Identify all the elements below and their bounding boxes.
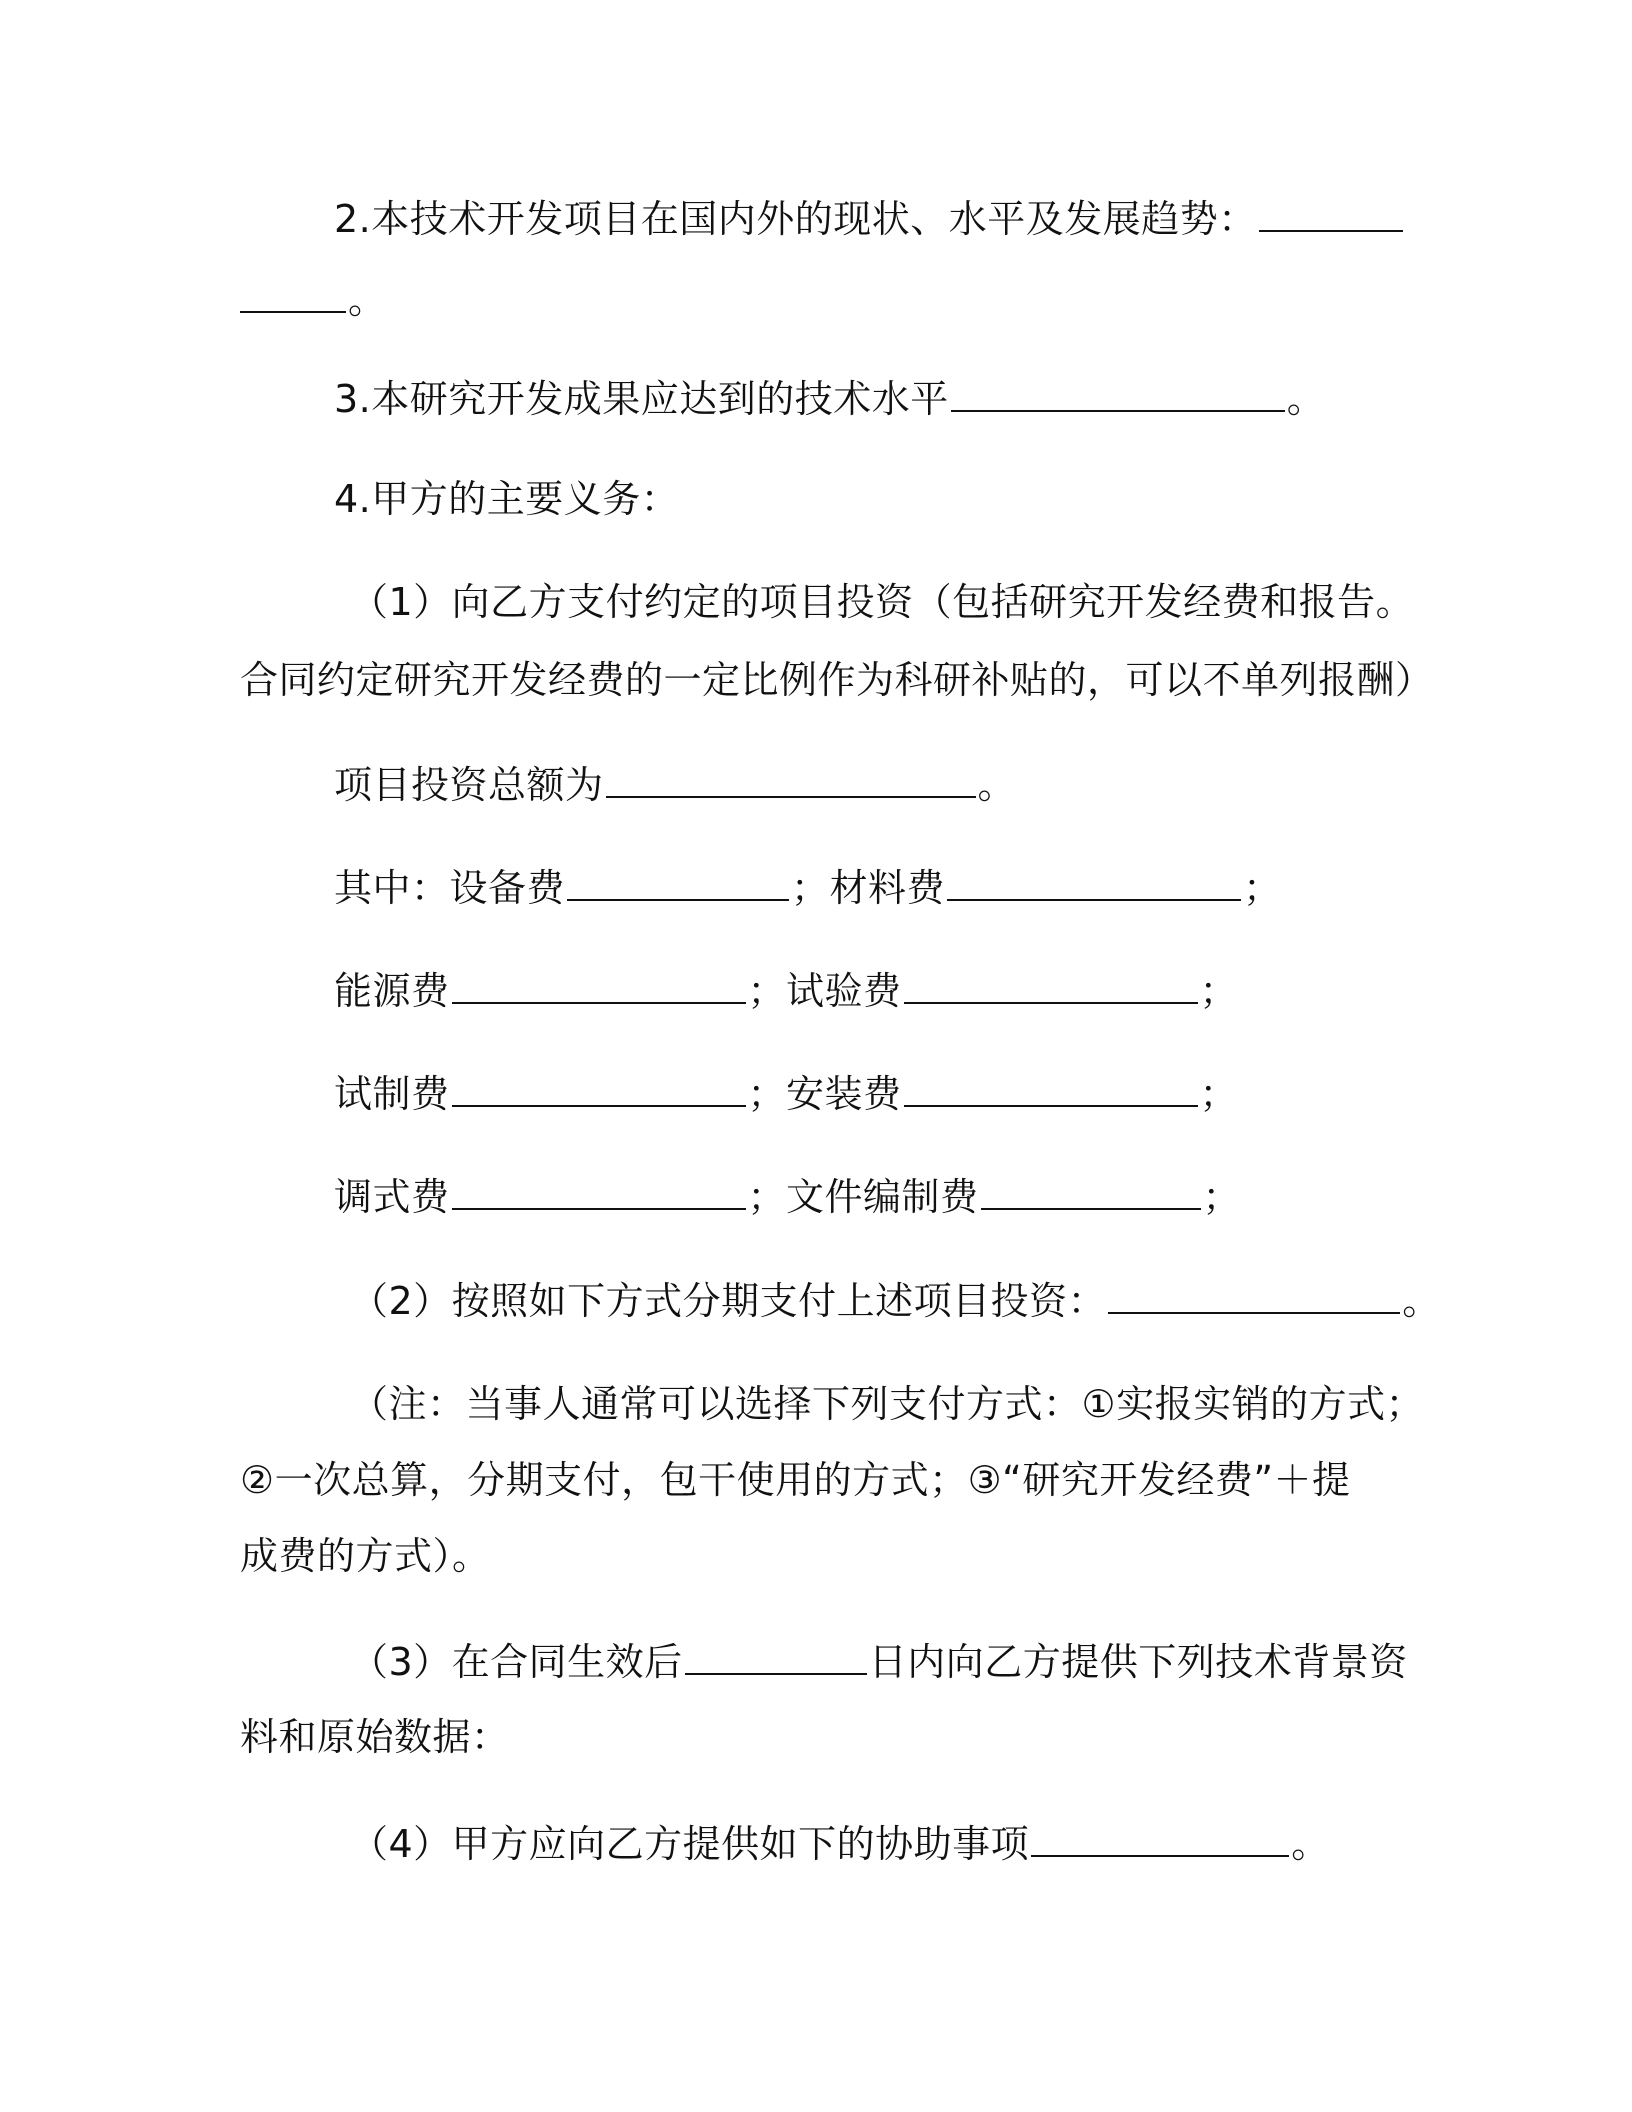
- sub-4-text: （4）甲方应向乙方提供如下的协助事项: [350, 1822, 1030, 1866]
- sub-1-text-1: （1）向乙方支付约定的项目投资（包括研究开发经费和报告。: [350, 580, 1415, 624]
- item-2-end: 。: [348, 278, 387, 322]
- note-line-2: [240, 1456, 1351, 1504]
- energy-fee-field[interactable]: [452, 966, 746, 1004]
- item-2-line-1: [334, 194, 1405, 243]
- sub-3-before: （3）在合同生效后: [350, 1640, 683, 1684]
- sub-3-line-2: [240, 1713, 510, 1761]
- equipment-fee-field[interactable]: [567, 863, 789, 901]
- item-3-text: 3.本研究开发成果应达到的技术水平: [334, 377, 949, 421]
- item-2-blank-field[interactable]: [1259, 194, 1403, 232]
- fees-row-1: [334, 863, 1282, 912]
- item-4-text: 4.甲方的主要义务：: [334, 477, 680, 521]
- total-blank-field[interactable]: [606, 760, 976, 798]
- total-end: 。: [977, 763, 1017, 807]
- sub-2-end: 。: [1402, 1279, 1441, 1323]
- documentation-fee-field[interactable]: [981, 1172, 1201, 1210]
- fees-row-4: [334, 1172, 1241, 1221]
- materials-fee-field[interactable]: [947, 863, 1241, 901]
- item-2-line-2: [240, 275, 387, 324]
- installation-fee-field[interactable]: [904, 1069, 1198, 1107]
- testing-fee-label: 试验费: [786, 969, 902, 1013]
- separator: ；: [747, 969, 787, 1013]
- note-line-1: [350, 1380, 1424, 1428]
- equipment-fee-label: 设备费: [449, 866, 566, 910]
- item-3-line: [334, 374, 1325, 423]
- documentation-fee-label: 文件编制费: [786, 1175, 979, 1219]
- installation-fee-label: 安装费: [786, 1072, 902, 1116]
- separator: ；: [1199, 1072, 1239, 1116]
- sub-4-blank-field[interactable]: [1031, 1819, 1289, 1857]
- separator: ；: [747, 1175, 787, 1219]
- total-line: [334, 760, 1016, 809]
- total-label: 项目投资总额为: [334, 763, 604, 807]
- item-2-text: 2.本技术开发项目在国内外的现状、水平及发展趋势：: [334, 197, 1257, 241]
- debugging-fee-label: 调式费: [334, 1175, 450, 1219]
- sub-1-line-2: [240, 656, 1434, 704]
- debugging-fee-field[interactable]: [452, 1172, 746, 1210]
- sub-2-line: [350, 1276, 1441, 1325]
- sub-2-text: （2）按照如下方式分期支付上述项目投资：: [350, 1279, 1107, 1323]
- item-3-blank-field[interactable]: [951, 374, 1285, 412]
- note-text-2: ②一次总算，分期支付，包干使用的方式；③“研究开发经费”＋提: [240, 1458, 1351, 1502]
- fees-row-2: [334, 966, 1238, 1015]
- sub-1-text-2: 合同约定研究开发经费的一定比例作为科研补贴的，可以不单列报酬）: [240, 658, 1434, 702]
- item-3-end: 。: [1286, 377, 1326, 421]
- note-text-3: 成费的方式）。: [240, 1534, 491, 1578]
- trial-production-fee-field[interactable]: [452, 1069, 746, 1107]
- sub-2-blank-field[interactable]: [1108, 1276, 1400, 1314]
- sub-3-line-1: [350, 1637, 1408, 1686]
- separator: ；: [1243, 866, 1282, 910]
- sub-4-line: [350, 1819, 1330, 1868]
- item-2-blank-field-continued[interactable]: [240, 275, 346, 313]
- sub-3-text-2: 料和原始数据：: [240, 1715, 510, 1759]
- fees-row-3: [334, 1069, 1238, 1118]
- energy-fee-label: 能源费: [334, 969, 450, 1013]
- note-line-3: [240, 1532, 491, 1580]
- separator: ；: [1202, 1175, 1242, 1219]
- sub-1-line-1: [350, 578, 1414, 626]
- sub-3-days-field[interactable]: [685, 1637, 867, 1675]
- sub-3-after: 日内向乙方提供下列技术背景资: [868, 1640, 1408, 1684]
- note-text-1: （注：当事人通常可以选择下列支付方式：①实报实销的方式；: [350, 1382, 1425, 1426]
- separator: ；: [1199, 969, 1239, 1013]
- trial-production-fee-label: 试制费: [334, 1072, 450, 1116]
- separator: ；: [747, 1072, 787, 1116]
- materials-fee-label: 材料费: [829, 866, 946, 910]
- fees-prefix: 其中：: [334, 866, 450, 910]
- item-4-heading: [334, 475, 679, 523]
- separator: ；: [791, 866, 830, 910]
- testing-fee-field[interactable]: [904, 966, 1198, 1004]
- sub-4-end: 。: [1291, 1822, 1330, 1866]
